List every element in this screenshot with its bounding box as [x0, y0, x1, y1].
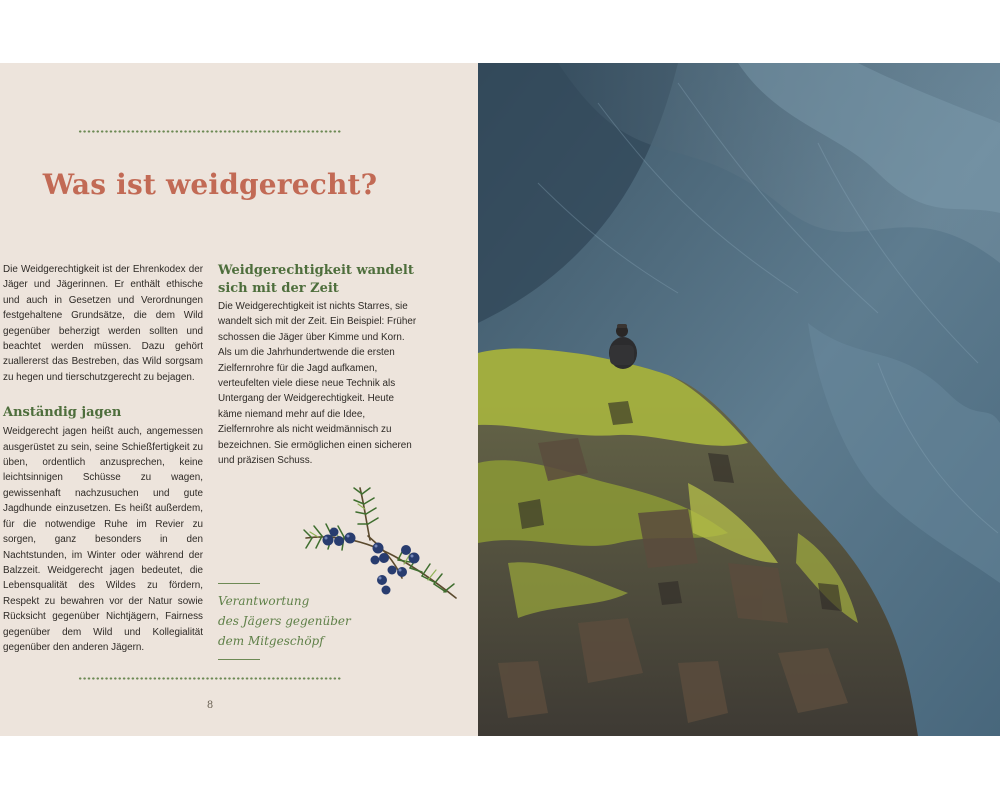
dotted-divider-top [78, 130, 342, 133]
quote-text [218, 591, 368, 651]
subheading-wandel [218, 262, 418, 298]
page-title: Was ist weidgerecht? [42, 168, 378, 201]
quote-line-1: Verantwortung [218, 594, 310, 608]
dotted-divider-bottom [78, 677, 342, 680]
quote-rule-top [218, 583, 260, 584]
left-column [3, 262, 203, 655]
mountain-hunter-image [478, 63, 1000, 736]
body-paragraph: Die Weidgerechtigkeit ist nichts Starres, sie wandelt sich mit der Zeit. Ein Beispiel: Früher schossen die Jäger über Kimme und Korn. Als um die Jahrhundertwende die ersten Zielfernrohre für die Jagd aufkamen, verteufelten viele diese neue Technik als Untergang der Weidgerechtigkeit. Heute käme niemand mehr auf die Idee, Zielfernrohre als nicht weidmännisch zu bezeichnen. Sie ermöglichen einen sicheren und präzisen Schuss. [218, 301, 417, 467]
book-spread [0, 63, 1000, 736]
mountain-photo [478, 63, 1000, 736]
quote-line-2: des Jägers gegenüber [218, 614, 351, 628]
pull-quote [218, 583, 368, 660]
intro-paragraph: Die Weidgerechtigkeit ist der Ehrenkodex der Jäger und Jägerinnen. Er enthält ethische und auch in Gesetzen und Verordnungen festgehaltene Grundsätze, die dem Wild gegenüber beherzigt werden sollten und beachtet werden müssen. Dazu gehört zuallererst das Bestreben, das Wild sorgsam zu hegen und tierschutzgerecht zu bejagen. [3, 264, 203, 383]
subheading-line-1: Weidgerechtigkeit wandelt [218, 263, 414, 278]
quote-line-3: dem Mitgeschöpf [218, 634, 324, 648]
body-paragraph: Weidgerecht jagen heißt auch, angemessen ausgerüstet zu sein, seine Schießfertigkeit zu üben, ordentlich anzusprechen, keine leichtsinnigen Schüsse zu wagen, gewissenhaft nachzusuchen und gute Jagdhunde einzusetzen. Es heißt außerdem, für die notwendige Ruhe im Revier zu sorgen, ganz besonders in den Nachtstunden, im Winter oder während der Balzzeit. Weidgerecht jagen bedeutet, die Lebensqualität des Wildes zu fördern, Respekt zu bewahren vor der Natur sowie Rücksicht gegenüber Nichtjägern, Fairness gegenüber dem Wild und Kollegialität gegenüber den anderen Jägern. [3, 426, 203, 653]
left-page [0, 63, 478, 736]
subheading-anstaendig-jagen: Anständig jagen [3, 405, 122, 421]
subheading-line-2: sich mit der Zeit [218, 281, 339, 296]
quote-rule-bottom [218, 659, 260, 660]
right-column [218, 262, 418, 468]
page-number: 8 [206, 700, 214, 711]
